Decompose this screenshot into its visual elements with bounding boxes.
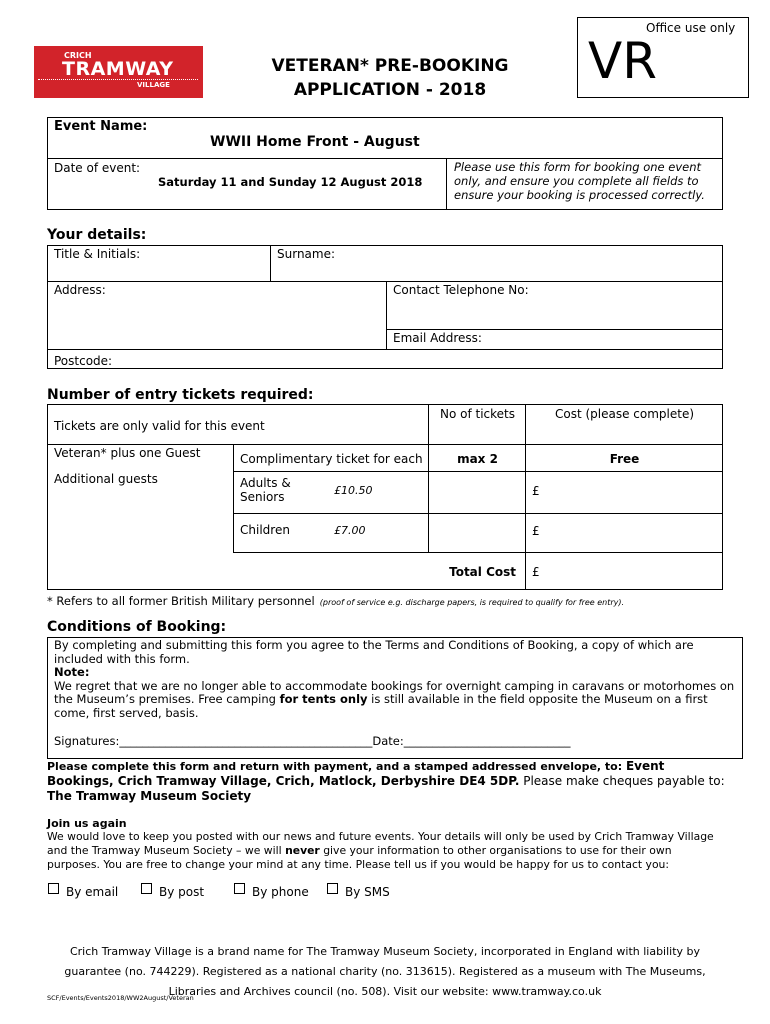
additional-guests-label: Additional guests [54, 472, 158, 486]
event-name-label: Event Name: [54, 119, 148, 134]
adults-cost-input[interactable]: £ [532, 484, 540, 498]
page-title-line-1: VETERAN* PRE-BOOKING [271, 56, 509, 76]
email-field[interactable]: Email Address: [393, 331, 482, 345]
conditions-text [54, 639, 738, 720]
logo-rule [38, 79, 198, 80]
footnote-main: * Refers to all former British Military personnel [47, 594, 315, 608]
event-date-label: Date of event: [54, 161, 141, 175]
by-post-checkbox[interactable] [141, 883, 152, 894]
by-post-label: By post [159, 885, 205, 899]
veteran-label: Veteran* plus one Guest [54, 446, 201, 460]
address-field[interactable]: Address: [54, 283, 106, 297]
tickets-valid-note: Tickets are only valid for this event [54, 419, 265, 433]
postcode-field[interactable]: Postcode: [54, 354, 113, 368]
adults-price: £10.50 [334, 484, 373, 497]
event-instructions: Please use this form for booking one event only, and ensure you complete all fields to ensure your booking is processed correctly. [454, 160, 705, 202]
veteran-cost-free: Free [609, 452, 640, 466]
phone-field[interactable]: Contact Telephone No: [393, 283, 529, 297]
charity-footer: Crich Tramway Village is a brand name for The Tramway Museum Society, incorporated in England with liability by guarantee (no. 744229). Registered as a national charity (no. 313615). Registered as a museum with The Museums, Libraries and Archives council (no. 508). Visit our website: www.tramway.co.uk [64, 945, 706, 998]
military-footnote [47, 590, 747, 609]
event-date-value: Saturday 11 and Sunday 12 August 2018 [158, 175, 423, 189]
title-initials-field[interactable]: Title & Initials: [54, 247, 141, 261]
footnote-proof: (proof of service e.g. discharge papers, is required to qualify for free entry). [319, 598, 625, 607]
conditions-heading: Conditions of Booking: [47, 619, 227, 635]
office-use-label: Office use only [646, 21, 736, 35]
by-phone-checkbox[interactable] [234, 883, 245, 894]
col-cost: Cost (please complete) [554, 407, 695, 421]
details-box [47, 245, 723, 369]
by-email-checkbox[interactable] [48, 883, 59, 894]
adults-seniors-label: Adults & Seniors [240, 476, 291, 504]
by-phone-label: By phone [252, 885, 309, 899]
page-title-line-2: APPLICATION - 2018 [293, 80, 487, 100]
logo-line-2: TRAMWAY [62, 58, 174, 80]
col-no-tickets: No of tickets [439, 407, 515, 421]
total-cost-label: Total Cost [449, 565, 516, 579]
children-price: £7.00 [334, 524, 366, 537]
details-heading: Your details: [47, 227, 147, 243]
surname-field[interactable]: Surname: [277, 247, 336, 261]
complimentary-label: Complimentary ticket for each [240, 452, 423, 466]
office-use-code: VR [588, 32, 657, 90]
logo-line-1: CRICH [64, 51, 92, 60]
children-label: Children [240, 523, 290, 537]
return-instructions: Please complete this form and return with payment, and a stamped addressed envelope, to: Event Bookings, Crich Tramway Village, Crich, Matlock, Derbyshire DE4 5DP. Please make cheques payable to: The Tramway Museum Society [47, 759, 725, 803]
by-sms-checkbox[interactable] [327, 883, 338, 894]
document-reference: SCF/Events/Events2018/WW2August/Veteran [47, 994, 194, 1002]
by-sms-label: By SMS [345, 885, 390, 899]
adults-quantity-input[interactable] [430, 473, 524, 511]
conditions-paragraph-2: We regret that we are no longer able to accommodate bookings for overnight camping in caravans or motorhomes on the Museum’s premises. Free camping for tents only is still available in the field opposite the Museum on a first come, first served, basis. [54, 678, 735, 720]
by-email-label: By email [66, 885, 119, 899]
children-cost-input[interactable]: £ [532, 524, 540, 538]
crich-tramway-logo [34, 46, 203, 98]
logo-line-3: VILLAGE [137, 81, 170, 89]
conditions-note-label: Note: [54, 665, 90, 679]
join-text: We would love to keep you posted with our news and future events. Your details will only be used by Crich Tramway Village and the Tramway Museum Society – we will never give your information to other organisations to use for their own purposes. You are free to change your mind at any time. Please tell us if you would be happy for us to contact you: [47, 830, 714, 871]
conditions-paragraph-1: By completing and submitting this form you agree to the Terms and Conditions of Booking, a copy of which are included with this form. [54, 638, 694, 666]
children-quantity-input[interactable] [430, 515, 524, 551]
total-cost-input[interactable]: £ [532, 565, 540, 579]
veteran-max: max 2 [457, 452, 498, 466]
tickets-heading: Number of entry tickets required: [47, 387, 314, 403]
event-name-value: WWII Home Front - August [210, 134, 420, 150]
signature-date-line[interactable]: Signatures:____________________________________________Date:_____________________________ [54, 734, 571, 748]
join-heading: Join us again [47, 817, 127, 830]
